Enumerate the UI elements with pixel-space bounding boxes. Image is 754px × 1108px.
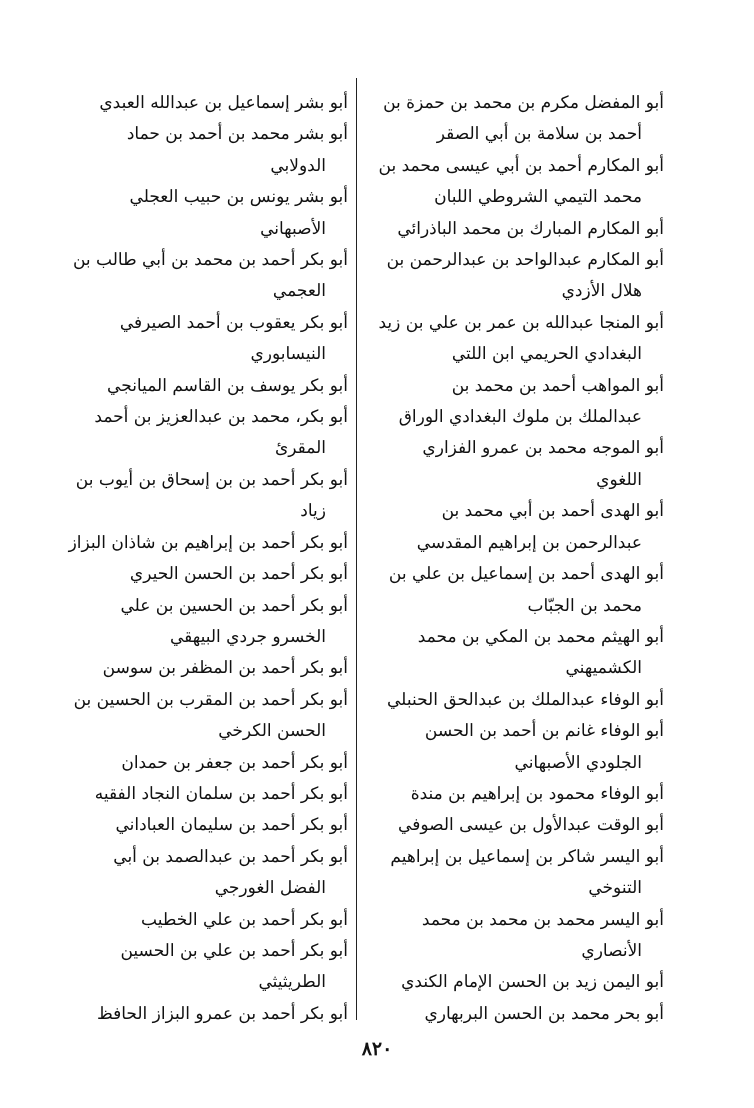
entry-line: أبو بكر أحمد بن محمد بن أبي طالب بن xyxy=(72,250,348,271)
index-entry xyxy=(366,685,664,716)
index-entry xyxy=(366,371,664,434)
index-entry xyxy=(366,622,664,685)
entry-continuation: التنوخي xyxy=(588,878,642,899)
entry-line: أبو بشر يونس بن حبيب العجلي xyxy=(129,187,348,208)
entry-line: أبو الهيثم محمد بن المكي بن محمد xyxy=(417,626,664,647)
index-entry xyxy=(52,528,348,559)
entry-line: أبو بكر يوسف بن القاسم الميانجي xyxy=(107,375,348,396)
index-entry xyxy=(52,182,348,245)
index-entry xyxy=(366,779,664,810)
entry-line: أبو بحر محمد بن الحسن البربهاري xyxy=(424,1003,664,1024)
entry-line: أبو بكر، محمد بن عبدالعزيز بن أحمد xyxy=(94,407,348,428)
entry-line: أبو بكر أحمد بن جعفر بن حمدان xyxy=(121,752,348,773)
index-entry xyxy=(366,810,664,841)
index-entry xyxy=(366,245,664,308)
entry-line: أبو بكر يعقوب بن أحمد الصيرفي xyxy=(119,312,348,333)
entry-continuation: الأنصاري xyxy=(581,940,642,961)
entry-continuation: الكشميهني xyxy=(565,658,642,679)
index-entry xyxy=(366,433,664,496)
entry-line: أبو اليسر محمد بن محمد بن محمد xyxy=(421,909,664,930)
index-entry xyxy=(52,119,348,182)
entry-line: أبو الموجه محمد بن عمرو الفزاري xyxy=(422,438,664,459)
entry-continuation: الدولابي xyxy=(270,155,326,176)
entry-continuation: محمد التيمي الشروطي اللبان xyxy=(434,187,642,208)
entry-continuation: الجلودي الأصبهاني xyxy=(514,752,642,773)
entry-line: أبو الوقت عبدالأول بن عيسى الصوفي xyxy=(398,815,664,836)
entry-continuation: عبدالملك بن ملوك البغدادي الوراق xyxy=(398,407,642,428)
index-entry xyxy=(52,653,348,684)
entry-line: أبو الوفاء غانم بن أحمد بن الحسن xyxy=(424,721,664,742)
index-entry xyxy=(52,371,348,402)
index-entry xyxy=(366,308,664,371)
entry-continuation: اللغوي xyxy=(596,469,642,490)
index-entry xyxy=(52,88,348,119)
entry-line: أبو بكر أحمد بن إبراهيم بن شاذان البزاز xyxy=(68,532,348,553)
entry-continuation: الأصبهاني xyxy=(260,218,326,239)
column-divider xyxy=(356,78,357,1020)
entry-line: أبو بكر أحمد بن عمرو البزاز الحافظ xyxy=(96,1003,348,1024)
index-entry xyxy=(52,936,348,999)
entry-line: أبو الهدى أحمد بن إسماعيل بن علي بن xyxy=(388,564,664,585)
index-entry xyxy=(366,967,664,998)
entry-line: أبو بكر أحمد بن سلمان النجاد الفقيه xyxy=(94,783,348,804)
entry-line: أبو بكر أحمد بن الحسين بن علي xyxy=(120,595,348,616)
entry-line: أبو بكر أحمد بن سليمان العباداني xyxy=(115,815,348,836)
entry-line: أبو بكر أحمد بن علي بن الحسين xyxy=(120,940,348,961)
index-entry xyxy=(52,559,348,590)
left-column xyxy=(52,88,348,1030)
entry-line: أبو بكر أحمد بن عبدالصمد بن أبي xyxy=(113,846,348,867)
entry-continuation: عبدالرحمن بن إبراهيم المقدسي xyxy=(416,532,642,553)
entry-continuation: أحمد بن سلامة بن أبي الصقر xyxy=(436,124,642,145)
index-entry xyxy=(366,842,664,905)
index-entry xyxy=(52,685,348,748)
entry-line: أبو بكر أحمد بن بن إسحاق بن أيوب بن xyxy=(75,469,348,490)
entry-continuation: البغدادي الحريمي ابن اللتي xyxy=(451,344,642,365)
right-column xyxy=(366,88,664,1030)
entry-line: أبو بشر إسماعيل بن عبدالله العبدي xyxy=(99,93,348,113)
entry-line: أبو الوفاء عبدالملك بن عبدالحق الحنبلي xyxy=(387,689,664,710)
index-entry xyxy=(52,905,348,936)
page-number: ٨٢٠ xyxy=(361,1038,393,1060)
index-entry xyxy=(52,402,348,465)
entry-line: أبو المكارم المبارك بن محمد الباذرائي xyxy=(397,218,664,239)
index-entry xyxy=(52,591,348,654)
index-entry xyxy=(52,748,348,779)
entry-continuation: محمد بن الجبّاب xyxy=(527,595,642,616)
index-entry xyxy=(52,779,348,810)
entry-continuation: العجمي xyxy=(272,281,326,302)
entry-continuation: النيسابوري xyxy=(250,344,326,365)
entry-continuation: الطريثيثي xyxy=(258,972,326,993)
entry-continuation: الفضل الغورجي xyxy=(214,878,326,899)
index-entry xyxy=(366,999,664,1030)
entry-line: أبو اليسر شاكر بن إسماعيل بن إبراهيم xyxy=(390,846,664,867)
entry-line: أبو بكر أحمد بن المظفر بن سوسن xyxy=(102,658,348,679)
entry-line: أبو المكارم عبدالواحد بن عبدالرحمن بن xyxy=(386,250,664,271)
entry-line: أبو بكر أحمد بن المقرب بن الحسين بن xyxy=(73,689,348,710)
entry-line: أبو اليمن زيد بن الحسن الإمام الكندي xyxy=(401,972,664,993)
entry-continuation: الحسن الكرخي xyxy=(218,721,326,742)
index-entry xyxy=(366,716,664,779)
entry-continuation: هلال الأزدي xyxy=(561,281,642,302)
index-entry xyxy=(52,999,348,1030)
index-entry xyxy=(52,465,348,528)
entry-line: أبو بكر أحمد بن علي الخطيب xyxy=(141,909,348,930)
entry-line: أبو الوفاء محمود بن إبراهيم بن مندة xyxy=(410,783,664,804)
entry-line: أبو الهدى أحمد بن أبي محمد بن xyxy=(441,501,664,522)
index-entry xyxy=(52,245,348,308)
index-entry xyxy=(366,214,664,245)
index-entry xyxy=(366,559,664,622)
index-entry xyxy=(52,810,348,841)
index-entry xyxy=(366,151,664,214)
entry-line: أبو المكارم أحمد بن أبي عيسى محمد بن xyxy=(378,155,664,176)
entry-continuation: الخسرو جردي البيهقي xyxy=(170,626,326,647)
index-entry xyxy=(366,88,664,151)
entry-line: أبو المواهب أحمد بن محمد بن xyxy=(451,375,664,396)
entry-line: أبو بكر أحمد بن الحسن الحيري xyxy=(129,564,348,585)
entry-line: أبو المفضل مكرم بن محمد بن حمزة بن xyxy=(383,93,664,113)
entry-continuation: زياد xyxy=(300,501,326,522)
index-entry xyxy=(366,905,664,968)
index-entry xyxy=(52,308,348,371)
entry-continuation: المقرئ xyxy=(274,438,326,459)
entry-line: أبو المنجا عبدالله بن عمر بن علي بن زيد xyxy=(378,312,664,333)
entry-line: أبو بشر محمد بن أحمد بن حماد xyxy=(126,124,348,145)
index-entry xyxy=(52,842,348,905)
index-entry xyxy=(366,496,664,559)
